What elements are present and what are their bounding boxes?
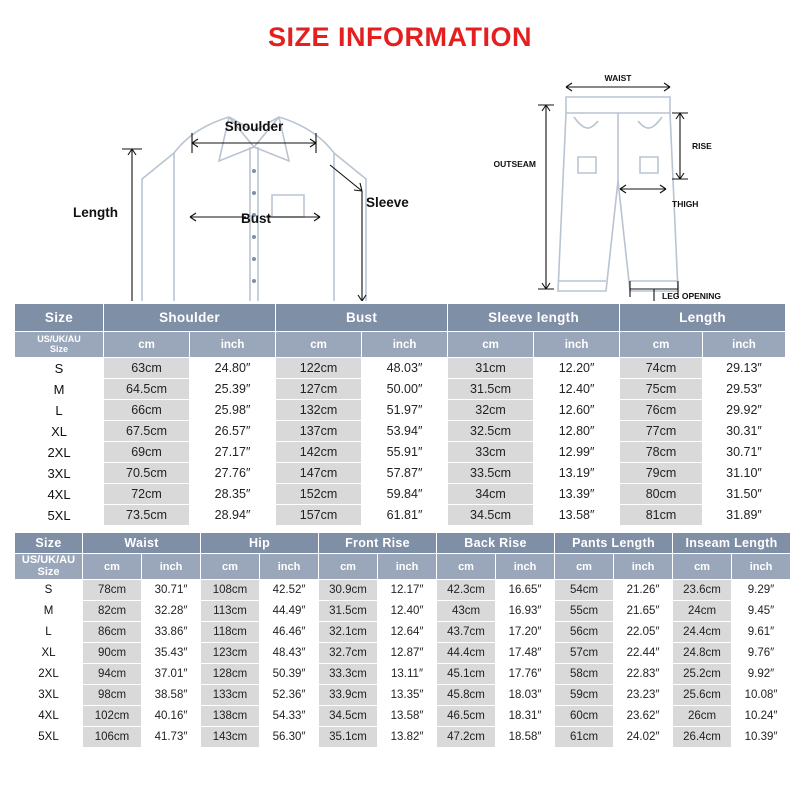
- cell: 30.31″: [703, 421, 786, 442]
- bottom-size-table: [14, 532, 791, 748]
- cell: 12.64″: [378, 622, 437, 643]
- cell: 81cm: [620, 505, 703, 526]
- cell: 54cm: [555, 580, 614, 601]
- cell: 128cm: [201, 664, 260, 685]
- row-size: 4XL: [15, 706, 83, 727]
- row-size: M: [15, 379, 104, 400]
- cell: 63cm: [104, 358, 190, 379]
- col-header-size: Size: [15, 304, 104, 332]
- row-size: S: [15, 580, 83, 601]
- col-header-length: Length: [620, 304, 786, 332]
- row-size: 5XL: [15, 505, 104, 526]
- cell: 102cm: [83, 706, 142, 727]
- cell: 34.5cm: [319, 706, 378, 727]
- unit-header: inch: [142, 554, 201, 580]
- cell: 70.5cm: [104, 463, 190, 484]
- table-row: [15, 442, 786, 463]
- cell: 10.39″: [732, 727, 791, 748]
- cell: 32.28″: [142, 601, 201, 622]
- cell: 33.5cm: [448, 463, 534, 484]
- cell: 53.94″: [362, 421, 448, 442]
- cell: 66cm: [104, 400, 190, 421]
- cell: 32.1cm: [319, 622, 378, 643]
- cell: 82cm: [83, 601, 142, 622]
- col-header-waist: Waist: [83, 533, 201, 554]
- cell: 18.03″: [496, 685, 555, 706]
- cell: 31.5cm: [319, 601, 378, 622]
- unit-header: cm: [448, 332, 534, 358]
- row-size: S: [15, 358, 104, 379]
- row-size: XL: [15, 421, 104, 442]
- table-row: [15, 664, 791, 685]
- cell: 9.76″: [732, 643, 791, 664]
- cell: 45.1cm: [437, 664, 496, 685]
- cell: 29.53″: [703, 379, 786, 400]
- cell: 29.92″: [703, 400, 786, 421]
- cell: 75cm: [620, 379, 703, 400]
- cell: 34cm: [448, 484, 534, 505]
- cell: 12.87″: [378, 643, 437, 664]
- cell: 67.5cm: [104, 421, 190, 442]
- cell: 44.4cm: [437, 643, 496, 664]
- cell: 60cm: [555, 706, 614, 727]
- cell: 12.40″: [534, 379, 620, 400]
- cell: 69cm: [104, 442, 190, 463]
- sleeve-label: Sleeve: [366, 195, 409, 210]
- cell: 24.8cm: [673, 643, 732, 664]
- cell: 32.7cm: [319, 643, 378, 664]
- cell: 18.58″: [496, 727, 555, 748]
- cell: 41.73″: [142, 727, 201, 748]
- col-header-back-rise: Back Rise: [437, 533, 555, 554]
- cell: 31.10″: [703, 463, 786, 484]
- col-header-bust: Bust: [276, 304, 448, 332]
- col-header-inseam-length: Inseam Length: [673, 533, 791, 554]
- cell: 133cm: [201, 685, 260, 706]
- cell: 34.5cm: [448, 505, 534, 526]
- cell: 57cm: [555, 643, 614, 664]
- cell: 13.35″: [378, 685, 437, 706]
- top-size-table: [14, 303, 786, 526]
- cell: 143cm: [201, 727, 260, 748]
- cell: 56cm: [555, 622, 614, 643]
- table-row: [15, 727, 791, 748]
- cell: 76cm: [620, 400, 703, 421]
- unit-header: inch: [378, 554, 437, 580]
- cell: 27.17″: [190, 442, 276, 463]
- col-header-hip: Hip: [201, 533, 319, 554]
- leg-opening-label: LEG OPENING: [662, 291, 722, 301]
- cell: 9.92″: [732, 664, 791, 685]
- length-label: Length: [73, 205, 118, 220]
- cell: 12.60″: [534, 400, 620, 421]
- cell: 28.94″: [190, 505, 276, 526]
- cell: 42.52″: [260, 580, 319, 601]
- cell: 50.00″: [362, 379, 448, 400]
- cell: 25.2cm: [673, 664, 732, 685]
- table-row: [15, 358, 786, 379]
- cell: 35.43″: [142, 643, 201, 664]
- cell: 43.7cm: [437, 622, 496, 643]
- cell: 73.5cm: [104, 505, 190, 526]
- table-row: [15, 421, 786, 442]
- cell: 55cm: [555, 601, 614, 622]
- cell: 10.24″: [732, 706, 791, 727]
- unit-header: cm: [104, 332, 190, 358]
- cell: 48.43″: [260, 643, 319, 664]
- cell: 21.65″: [614, 601, 673, 622]
- table-row: [15, 643, 791, 664]
- row-size: 2XL: [15, 664, 83, 685]
- unit-header: inch: [190, 332, 276, 358]
- cell: 24.80″: [190, 358, 276, 379]
- cell: 46.46″: [260, 622, 319, 643]
- cell: 38.58″: [142, 685, 201, 706]
- cell: 72cm: [104, 484, 190, 505]
- cell: 33.9cm: [319, 685, 378, 706]
- row-size: XL: [15, 643, 83, 664]
- thigh-label: THIGH: [672, 199, 699, 209]
- cell: 59.84″: [362, 484, 448, 505]
- cell: 24cm: [673, 601, 732, 622]
- cell: 31cm: [448, 358, 534, 379]
- col-header-front-rise: Front Rise: [319, 533, 437, 554]
- cell: 127cm: [276, 379, 362, 400]
- table-row: [15, 601, 791, 622]
- cell: 10.08″: [732, 685, 791, 706]
- row-size: M: [15, 601, 83, 622]
- cell: 61.81″: [362, 505, 448, 526]
- cell: 142cm: [276, 442, 362, 463]
- cell: 31.89″: [703, 505, 786, 526]
- cell: 16.65″: [496, 580, 555, 601]
- cell: 25.98″: [190, 400, 276, 421]
- table-row: [15, 706, 791, 727]
- table-row: [15, 580, 791, 601]
- size-system-line2: Size: [37, 565, 60, 578]
- cell: 12.80″: [534, 421, 620, 442]
- table-row: [15, 505, 786, 526]
- cell: 157cm: [276, 505, 362, 526]
- cell: 51.97″: [362, 400, 448, 421]
- cell: 33.86″: [142, 622, 201, 643]
- cell: 58cm: [555, 664, 614, 685]
- cell: 26cm: [673, 706, 732, 727]
- unit-header: inch: [260, 554, 319, 580]
- cell: 22.44″: [614, 643, 673, 664]
- unit-header: inch: [614, 554, 673, 580]
- cell: 77cm: [620, 421, 703, 442]
- cell: 56.30″: [260, 727, 319, 748]
- col-header-sleeve-length: Sleeve length: [448, 304, 620, 332]
- cell: 26.4cm: [673, 727, 732, 748]
- cell: 13.58″: [534, 505, 620, 526]
- page-title: SIZE INFORMATION: [268, 22, 532, 52]
- table-row: [15, 400, 786, 421]
- row-size: L: [15, 400, 104, 421]
- cell: 13.58″: [378, 706, 437, 727]
- cell: 80cm: [620, 484, 703, 505]
- shirt-diagram: [14, 61, 494, 301]
- top-table-group-header: [15, 304, 786, 332]
- cell: 64.5cm: [104, 379, 190, 400]
- cell: 23.6cm: [673, 580, 732, 601]
- outseam-label: OUTSEAM: [494, 159, 536, 169]
- cell: 44.49″: [260, 601, 319, 622]
- unit-header: cm: [673, 554, 732, 580]
- cell: 59cm: [555, 685, 614, 706]
- cell: 30.71″: [142, 580, 201, 601]
- row-size: L: [15, 622, 83, 643]
- cell: 90cm: [83, 643, 142, 664]
- cell: 25.39″: [190, 379, 276, 400]
- cell: 47.2cm: [437, 727, 496, 748]
- unit-header: cm: [437, 554, 496, 580]
- cell: 17.48″: [496, 643, 555, 664]
- cell: 32.5cm: [448, 421, 534, 442]
- cell: 13.82″: [378, 727, 437, 748]
- unit-header: cm: [83, 554, 142, 580]
- cell: 13.19″: [534, 463, 620, 484]
- bust-label: Bust: [241, 211, 271, 226]
- unit-header: cm: [620, 332, 703, 358]
- cell: 78cm: [83, 580, 142, 601]
- unit-header: inch: [703, 332, 786, 358]
- cell: 13.39″: [534, 484, 620, 505]
- cell: 24.02″: [614, 727, 673, 748]
- cell: 9.45″: [732, 601, 791, 622]
- cell: 43cm: [437, 601, 496, 622]
- cell: 118cm: [201, 622, 260, 643]
- cell: 24.4cm: [673, 622, 732, 643]
- cell: 37.01″: [142, 664, 201, 685]
- unit-header: cm: [276, 332, 362, 358]
- cell: 147cm: [276, 463, 362, 484]
- size-system-line2: Size: [50, 343, 69, 354]
- row-size: 3XL: [15, 685, 83, 706]
- table-row: [15, 463, 786, 484]
- waist-label: WAIST: [604, 73, 632, 83]
- cell: 30.71″: [703, 442, 786, 463]
- cell: 33cm: [448, 442, 534, 463]
- cell: 42.3cm: [437, 580, 496, 601]
- row-size: 3XL: [15, 463, 104, 484]
- cell: 27.76″: [190, 463, 276, 484]
- cell: 32cm: [448, 400, 534, 421]
- row-size: 2XL: [15, 442, 104, 463]
- cell: 16.93″: [496, 601, 555, 622]
- cell: 30.9cm: [319, 580, 378, 601]
- cell: 40.16″: [142, 706, 201, 727]
- cell: 45.8cm: [437, 685, 496, 706]
- rise-label: RISE: [692, 141, 712, 151]
- cell: 86cm: [83, 622, 142, 643]
- cell: 29.13″: [703, 358, 786, 379]
- unit-header: cm: [201, 554, 260, 580]
- cell: 25.6cm: [673, 685, 732, 706]
- table-row: [15, 484, 786, 505]
- size-system-line1: US/UK/AU: [37, 334, 81, 345]
- cell: 108cm: [201, 580, 260, 601]
- cell: 18.31″: [496, 706, 555, 727]
- garment-diagrams: [14, 61, 786, 301]
- cell: 123cm: [201, 643, 260, 664]
- cell: 106cm: [83, 727, 142, 748]
- col-header-shoulder: Shoulder: [104, 304, 276, 332]
- cell: 33.3cm: [319, 664, 378, 685]
- unit-header: inch: [732, 554, 791, 580]
- shoulder-label: Shoulder: [224, 119, 284, 134]
- cell: 152cm: [276, 484, 362, 505]
- pants-diagram: [494, 61, 784, 301]
- cell: 94cm: [83, 664, 142, 685]
- table-row: [15, 685, 791, 706]
- cell: 78cm: [620, 442, 703, 463]
- bottom-table-group-header: [15, 533, 791, 554]
- cell: 26.57″: [190, 421, 276, 442]
- cell: 52.36″: [260, 685, 319, 706]
- cell: 31.5cm: [448, 379, 534, 400]
- table-row: [15, 622, 791, 643]
- cell: 35.1cm: [319, 727, 378, 748]
- col-header-size: Size: [15, 533, 83, 554]
- row-size: 5XL: [15, 727, 83, 748]
- cell: 46.5cm: [437, 706, 496, 727]
- cell: 113cm: [201, 601, 260, 622]
- pants-svg: [494, 61, 794, 301]
- cell: 23.23″: [614, 685, 673, 706]
- cell: 57.87″: [362, 463, 448, 484]
- cell: 22.05″: [614, 622, 673, 643]
- table-row: [15, 379, 786, 400]
- bottom-table-unit-header: [15, 554, 791, 580]
- cell: 122cm: [276, 358, 362, 379]
- cell: 12.99″: [534, 442, 620, 463]
- cell: 13.11″: [378, 664, 437, 685]
- cell: 74cm: [620, 358, 703, 379]
- col-header-pants-length: Pants Length: [555, 533, 673, 554]
- cell: 138cm: [201, 706, 260, 727]
- cell: 98cm: [83, 685, 142, 706]
- cell: 9.29″: [732, 580, 791, 601]
- cell: 17.76″: [496, 664, 555, 685]
- cell: 61cm: [555, 727, 614, 748]
- cell: 12.20″: [534, 358, 620, 379]
- cell: 23.62″: [614, 706, 673, 727]
- unit-header: inch: [362, 332, 448, 358]
- unit-header: cm: [555, 554, 614, 580]
- top-table-unit-header: [15, 332, 786, 358]
- cell: 55.91″: [362, 442, 448, 463]
- unit-header: inch: [496, 554, 555, 580]
- cell: 22.83″: [614, 664, 673, 685]
- cell: 137cm: [276, 421, 362, 442]
- unit-header: cm: [319, 554, 378, 580]
- size-system-line1: US/UK/AU: [21, 554, 76, 566]
- cell: 21.26″: [614, 580, 673, 601]
- cell: 12.40″: [378, 601, 437, 622]
- cell: 48.03″: [362, 358, 448, 379]
- row-size: 4XL: [15, 484, 104, 505]
- cell: 132cm: [276, 400, 362, 421]
- cell: 50.39″: [260, 664, 319, 685]
- cell: 9.61″: [732, 622, 791, 643]
- unit-header: inch: [534, 332, 620, 358]
- cell: 17.20″: [496, 622, 555, 643]
- cell: 54.33″: [260, 706, 319, 727]
- shirt-svg: [14, 61, 494, 301]
- cell: 28.35″: [190, 484, 276, 505]
- cell: 31.50″: [703, 484, 786, 505]
- cell: 79cm: [620, 463, 703, 484]
- size-system-header: [15, 332, 104, 358]
- size-system-header: [15, 554, 83, 580]
- cell: 12.17″: [378, 580, 437, 601]
